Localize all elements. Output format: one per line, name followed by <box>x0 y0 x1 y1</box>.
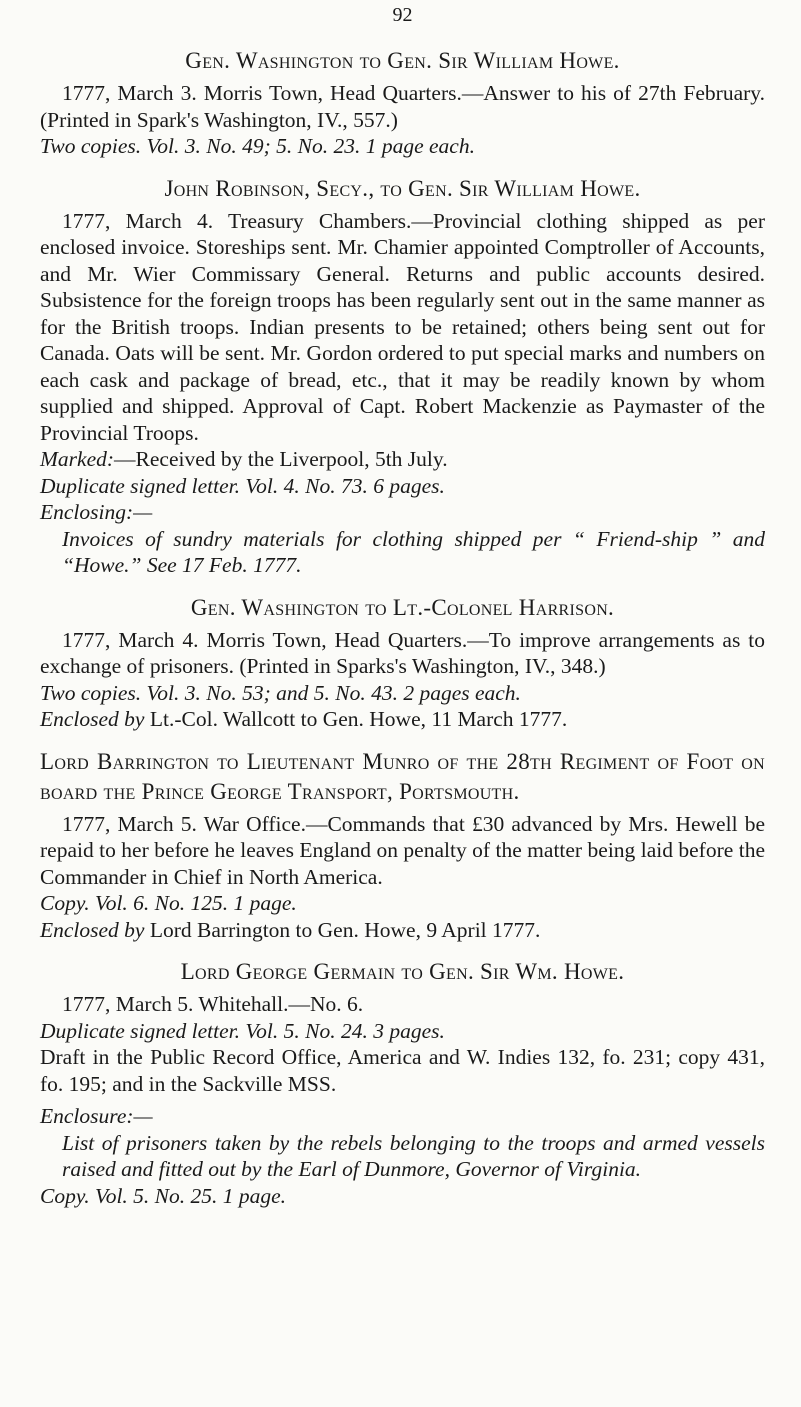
entry-body: 1777, March 3. Morris Town, Head Quarters.—Answer to his of 27th February. (Printed in Spark's Washington, IV., 557.) <box>40 81 765 132</box>
entry-heading: Lord George Germain to Gen. Sir Wm. Howe. <box>180 959 625 984</box>
entry-enclosed <box>40 706 765 733</box>
calendar-entry <box>40 593 765 733</box>
enclosing-text: Invoices of sundry materials for clothing shipped per “ Friend-ship ” and “Howe.” See 17 Feb. 1777. <box>62 526 765 577</box>
enclosure-copy: Copy. Vol. 5. No. 25. 1 page. <box>40 1183 287 1208</box>
calendar-entry <box>40 957 765 1209</box>
entry-marked <box>40 446 765 473</box>
calendar-entry <box>40 747 765 944</box>
calendar-entry <box>40 46 765 160</box>
entry-copies: Copy. Vol. 6. No. 125. 1 page. <box>40 891 297 915</box>
entry-heading: Gen. Washington to Lt.-Colonel Harrison. <box>190 594 615 620</box>
entry-copies: Duplicate signed letter. Vol. 5. No. 24. 3 pages. <box>40 1018 445 1043</box>
entry-copies: Two copies. Vol. 3. No. 53; and 5. No. 43. 2 pages each. <box>40 680 521 705</box>
entry-copies: Two copies. Vol. 3. No. 49; 5. No. 23. 1 page each. <box>40 134 475 158</box>
enclosed-text: Lord Barrington to Gen. Howe, 9 April 1777. <box>149 917 541 942</box>
entry-body: 1777, March 5. Whitehall.—No. 6. <box>62 992 364 1016</box>
enclosed-label: Enclosed by <box>40 707 145 731</box>
enclosure-text: List of prisoners taken by the rebels belonging to the troops and armed vessels raised and fitted out by the Earl of Dunmore, Governor of Virginia. <box>62 1130 765 1181</box>
enclosing-label: Enclosing:— <box>40 500 153 524</box>
page-number: 92 <box>392 4 413 26</box>
entry-body: 1777, March 5. War Office.—Commands that £30 advanced by Mrs. Hewell be repaid to her before he leaves England on penalty of the matter being laid before the Commander in Chief in North America. <box>40 811 765 889</box>
enclosed-label: Enclosed by <box>40 917 145 942</box>
entry-heading: Gen. Washington to Gen. Sir William Howe. <box>185 48 620 73</box>
marked-label: Marked: <box>40 447 115 471</box>
entry-copies: Duplicate signed letter. Vol. 4. No. 73. 6 pages. <box>40 473 445 498</box>
entry-heading: John Robinson, Secy., to Gen. Sir William Howe. <box>164 175 641 201</box>
entry-body: 1777, March 4. Treasury Chambers.—Provincial clothing shipped as per enclosed invoice. Storeships sent. Mr. Chamier appointed Comptroller of Accounts, and Mr. Wier Commissary General. Returns and public accounts desired. Subsistence for the foreign troops has been regularly sent out in the same manner as for the British troops. Indian presents to be retained; others being sent out for Canada. Oats will be sent. Mr. Gordon ordered to put special marks and numbers on each cask and package of bread, etc., that it may be readily known by whom supplied and shipped. Approval of Capt. Robert Mackenzie as Paymaster of the Provincial Troops. <box>40 208 765 445</box>
enclosure-label: Enclosure:— <box>40 1104 153 1128</box>
enclosed-text: Lt.-Col. Wallcott to Gen. Howe, 11 March 1777. <box>149 707 568 731</box>
entry-draft: Draft in the Public Record Office, America and W. Indies 132, fo. 231; copy 431, fo. 195; and in the Sackville MSS. <box>40 1045 765 1096</box>
entry-heading: Lord Barrington to Lieutenant Munro of the 28th Regiment of Foot on board the Prince George Transport, Portsmouth. <box>40 748 765 804</box>
entry-body: 1777, March 4. Morris Town, Head Quarters.—To improve arrangements as to exchange of prisoners. (Printed in Sparks's Washington, IV., 348.) <box>40 627 765 678</box>
marked-text: —Received by the Liverpool, 5th July. <box>114 447 448 471</box>
entry-enclosed <box>40 917 765 944</box>
calendar-entry <box>40 174 765 579</box>
